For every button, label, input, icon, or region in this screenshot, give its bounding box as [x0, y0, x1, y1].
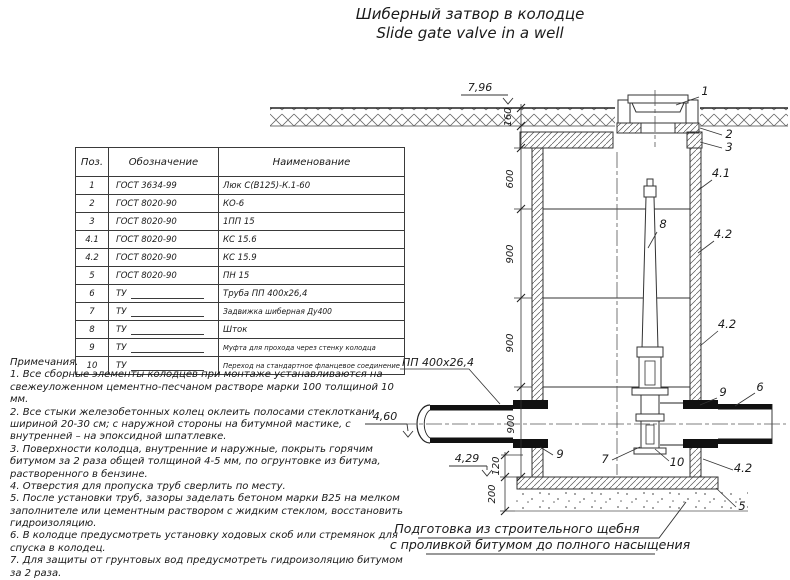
col-header-pos: Поз. [76, 148, 109, 177]
callout-9a: 9 [556, 447, 564, 461]
well-top-slab [520, 132, 702, 148]
cell-name: КС 15.9 [219, 249, 405, 267]
dim-ring-900c: 900 [506, 414, 517, 434]
table-row [76, 249, 405, 267]
cell-name: ПН 15 [219, 267, 405, 285]
dimension-labels [487, 107, 517, 503]
tu-blank-line [131, 346, 204, 353]
cell-name: Труба ПП 400х26,4 [219, 285, 405, 303]
svg-text:ПП 400х26,4: ПП 400х26,4 [402, 356, 475, 369]
note-item: 1. Все сборные элементы колодцев при монтаже устанавливаются на свежеуложенном цементно-песчаном растворе марки 100 толщиной 10 мм. [10, 369, 394, 406]
col-header-des: Обозначение [109, 148, 219, 177]
dim-ring-900b: 900 [505, 333, 516, 353]
pipe-size-label [400, 356, 500, 404]
caption-line1: Подготовка из строительного щебня [394, 521, 640, 536]
note-item: 3. Поверхности колодца, внутренние и наружные, покрыть горячим битумом за 2 раза общей толщиной 4-5 мм, по огрунтовке из битума, растворенного в бензине. [10, 443, 381, 480]
cell-designation: ГОСТ 3634-99 [109, 177, 219, 195]
bottom-slab [517, 477, 718, 489]
valve-stem [642, 179, 658, 349]
tu-blank-line [131, 292, 204, 299]
cell-pos: 4.1 [76, 231, 109, 249]
table-row [76, 231, 405, 249]
cell-pos: 7 [76, 303, 109, 321]
note-item: 4. Отверстия для пропуска труб сверлить по месту. [10, 480, 286, 492]
ground-hatch [270, 108, 788, 126]
cell-name: Задвижка шиберная Ду400 [219, 303, 405, 321]
cell-designation: ТУ [109, 321, 219, 339]
caption-line2: с проливкой битумом до полного насыщения [389, 537, 691, 552]
manhole-cover [617, 95, 699, 133]
table-row [76, 195, 405, 213]
title-ru: Шиберный затвор в колодце [355, 5, 585, 23]
cell-designation: ТУ [109, 285, 219, 303]
parts-table-body [76, 177, 405, 375]
cell-designation: ТУ [109, 303, 219, 321]
cell-name: Муфта для прохода через стенку колодца [219, 339, 405, 357]
notes-block [10, 357, 404, 580]
callout-4-2a: 4.2 [713, 227, 733, 241]
table-row [76, 267, 405, 285]
callout-5: 5 [738, 499, 746, 513]
notes-heading: Примечания. [10, 357, 79, 368]
callout-4-2c: 4.2 [733, 461, 753, 475]
elevation-ground: 7,96 [467, 81, 493, 94]
table-row [76, 285, 405, 303]
cell-pos: 9 [76, 339, 109, 357]
callout-3: 3 [725, 140, 733, 154]
cell-designation: ГОСТ 8020-90 [109, 213, 219, 231]
dim-120: 120 [491, 456, 502, 476]
cell-pos: 6 [76, 285, 109, 303]
elevation-pipe-axis: 4,60 [372, 410, 398, 423]
note-item: 6. В колодце предусмотреть установку ходовых скоб или стремянок для спуска в колодец. [10, 530, 398, 554]
tu-blank-line [131, 310, 204, 317]
parts-table [75, 147, 405, 375]
note-item: 7. Для защиты от грунтовых вод предусмотреть гидроизоляцию битумом за 2 раза. [10, 555, 403, 579]
cell-name: 1ПП 15 [219, 213, 405, 231]
callout-9b: 9 [719, 385, 727, 399]
dim-200: 200 [487, 484, 498, 504]
callout-10: 10 [669, 455, 685, 469]
callout-2: 2 [725, 127, 733, 141]
table-row [76, 339, 405, 357]
cell-pos: 1 [76, 177, 109, 195]
col-header-name: Наименование [219, 148, 405, 177]
cell-designation: ГОСТ 8020-90 [109, 249, 219, 267]
cell-name: Люк С(В125)-К.1-60 [219, 177, 405, 195]
title-en: Slide gate valve in a well [376, 23, 564, 42]
dim-ring-900a: 900 [505, 244, 516, 264]
cell-pos: 10 [76, 357, 109, 375]
dim-ground: 160 [503, 107, 514, 127]
cell-designation: ГОСТ 8020-90 [109, 195, 219, 213]
cell-pos: 4.2 [76, 249, 109, 267]
callout-8: 8 [659, 217, 667, 231]
dim-ring-600: 600 [505, 169, 516, 189]
table-row [76, 303, 405, 321]
callout-1: 1 [701, 84, 709, 98]
cell-name: Шток [219, 321, 405, 339]
well-walls [532, 148, 701, 477]
gravel-base [515, 489, 748, 511]
cell-designation: ТУ [109, 339, 219, 357]
dimension-chain [500, 104, 532, 515]
cell-name: Переход на стандартное фланцевое соединение [219, 357, 405, 375]
cell-pos: 5 [76, 267, 109, 285]
cell-designation: ГОСТ 8020-90 [109, 231, 219, 249]
cell-pos: 2 [76, 195, 109, 213]
note-item: 5. После установки труб, зазоры заделать бетоном марки В25 на мелком заполнителе или цементным раствором с жидким стеклом, восстановить гидроизоляцию. [10, 493, 403, 530]
cell-name: КО-6 [219, 195, 405, 213]
cell-name: КС 15.6 [219, 231, 405, 249]
cell-designation: ГОСТ 8020-90 [109, 267, 219, 285]
note-item: 2. Все стыки железобетонных колец оклеить полосами стеклоткани шириной 20-30 см; с наружной стороны на битумной мастике, с внутренней – на эпоксидной шпатлевке. [10, 406, 375, 443]
callout-4-1: 4.1 [711, 166, 731, 180]
cell-designation: ТУ [109, 357, 219, 375]
table-row [76, 177, 405, 195]
cell-pos: 8 [76, 321, 109, 339]
callout-4-2b: 4.2 [717, 317, 737, 331]
tu-blank-line [131, 328, 204, 335]
callout-6: 6 [756, 380, 764, 394]
cell-pos: 3 [76, 213, 109, 231]
table-row [76, 213, 405, 231]
table-row [76, 321, 405, 339]
callout-7: 7 [601, 452, 609, 466]
pipe-sleeve-left [513, 400, 548, 409]
elevation-invert: 4,29 [454, 452, 480, 465]
